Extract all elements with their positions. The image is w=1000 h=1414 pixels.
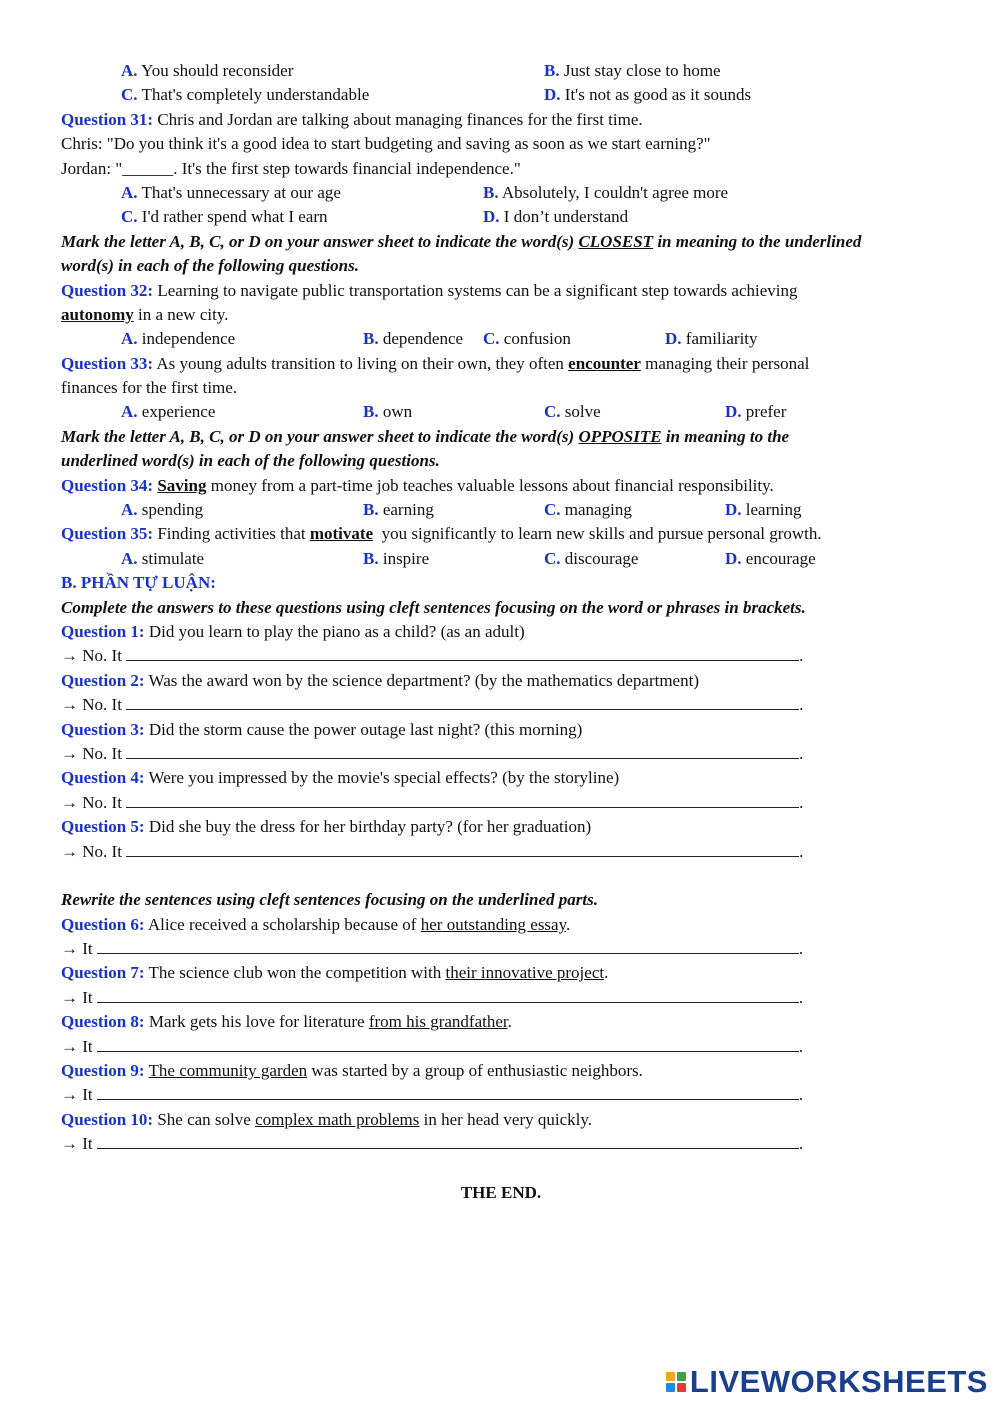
q31-options-row-2 <box>61 205 941 229</box>
q33-line-2: finances for the first time. <box>61 378 238 398</box>
logo-text: LIVEWORKSHEETS <box>689 1364 988 1399</box>
liveworksheets-logo-icon <box>666 1372 686 1392</box>
question-9-stem <box>61 1059 941 1083</box>
q35-option-c[interactable]: C. discourage <box>544 548 639 568</box>
q35-option-d[interactable]: D. encourage <box>725 548 816 568</box>
liveworksheets-logo[interactable] <box>666 1364 988 1400</box>
question-7-stem <box>61 961 941 985</box>
q32-option-b[interactable]: B. dependence <box>363 329 464 349</box>
question-text: Was the award won by the science department? (by the mathematics department) <box>144 670 699 690</box>
q35-stem: Question 35: Finding activities that motivate you significantly to learn new skills and pursue personal growth. <box>61 524 822 544</box>
q31-option-a[interactable]: A. That's unnecessary at our age <box>121 182 341 202</box>
answer-end: . <box>799 841 804 861</box>
q32-option-d[interactable]: D. familiarity <box>665 329 758 349</box>
underlined-word: encounter <box>568 353 641 373</box>
q31-line-3: Jordan: "______. It's the first step towards financial independence." <box>61 158 521 178</box>
q34-option-d[interactable]: D. learning <box>725 500 802 520</box>
answer-end: . <box>798 1134 804 1154</box>
q32-option-a[interactable]: A. independence <box>121 329 236 349</box>
answer-line <box>61 644 941 668</box>
answer-line <box>61 937 941 961</box>
answer-end: . <box>799 695 804 715</box>
q35-option-a[interactable]: A. stimulate <box>121 548 205 568</box>
question-label: Question 7: <box>61 963 145 983</box>
answer-blank-input[interactable] <box>97 1132 799 1149</box>
question-text: . <box>566 914 571 934</box>
instruction-closest-line-2: word(s) in each of the following questions. <box>61 256 360 276</box>
answer-end: . <box>798 1085 804 1105</box>
q34-option-c[interactable]: C. managing <box>544 500 632 520</box>
answer-prompt: → It <box>61 1036 97 1056</box>
q33-option-c[interactable]: C. solve <box>544 402 601 422</box>
q31-stem: Question 31: Chris and Jordan are talking about managing finances for the first time. <box>61 109 643 129</box>
answer-prompt: → It <box>61 987 97 1007</box>
underlined-phrase: their innovative project <box>445 963 605 983</box>
q30-options-row-1 <box>61 59 941 83</box>
q31-option-d[interactable]: D. I don’t understand <box>483 207 629 227</box>
underlined-phrase: complex math problems <box>255 1109 420 1129</box>
q32-options <box>61 327 941 351</box>
q33-option-b[interactable]: B. own <box>363 402 413 422</box>
q33-option-d[interactable]: D. prefer <box>725 402 787 422</box>
q34-options <box>61 498 941 522</box>
spacer <box>61 864 941 888</box>
answer-line <box>61 1035 941 1059</box>
question-label: Question 10: <box>61 1109 154 1129</box>
question-text: Mark gets his love for literature <box>144 1012 369 1032</box>
q34-option-a[interactable]: A. spending <box>121 500 204 520</box>
underlined-word: Saving <box>157 475 207 495</box>
question-3-stem <box>61 718 941 742</box>
answer-prompt: → It <box>61 1134 97 1154</box>
question-label: Question 1: <box>61 621 145 641</box>
answer-end: . <box>799 646 804 666</box>
q34-option-b[interactable]: B. earning <box>363 500 434 520</box>
answer-line <box>61 693 941 717</box>
q32-stem: Question 32: Learning to navigate public transportation systems can be a significant step towards achieving <box>61 280 798 300</box>
question-10-stem <box>61 1108 941 1132</box>
question-label: Question 31: <box>61 109 154 129</box>
answer-blank-input[interactable] <box>126 840 799 857</box>
answer-blank-input[interactable] <box>126 693 799 710</box>
answer-blank-input[interactable] <box>126 644 799 661</box>
worksheet-page <box>61 59 941 1205</box>
question-text: She can solve <box>153 1109 256 1129</box>
question-1-stem <box>61 620 941 644</box>
question-8-stem <box>61 1010 941 1034</box>
question-text: Did she buy the dress for her birthday party? (for her graduation) <box>144 817 592 837</box>
question-text: . <box>507 1012 512 1032</box>
question-text: was started by a group of enthusiastic neighbors. <box>307 1061 643 1081</box>
question-text: Were you impressed by the movie's special effects? (by the storyline) <box>144 768 620 788</box>
q30-option-b[interactable]: B. Just stay close to home <box>544 61 721 80</box>
section-b-title: B. PHẦN TỰ LUẬN: <box>61 573 216 593</box>
answer-end: . <box>798 939 804 959</box>
question-text: Alice received a scholarship because of <box>144 914 421 934</box>
q34-stem: Question 34: Saving money from a part-time job teaches valuable lessons about financial responsibility. <box>61 475 774 495</box>
answer-prompt: → No. It <box>61 695 127 715</box>
answer-prompt: → It <box>61 939 97 959</box>
question-text: The science club won the competition with <box>144 963 446 983</box>
instruction-closest: Mark the letter A, B, C, or D on your answer sheet to indicate the word(s) CLOSEST in meaning to the underlined <box>61 231 862 251</box>
question-label: Question 2: <box>61 670 145 690</box>
answer-end: . <box>799 743 804 763</box>
answer-prompt: → No. It <box>61 841 127 861</box>
underlined-phrase: from his grandfather <box>368 1012 508 1032</box>
question-text: Did you learn to play the piano as a child? (as an adult) <box>144 621 525 641</box>
q31-line-2: Chris: "Do you think it's a good idea to start budgeting and saving as soon as we start earning?" <box>61 134 711 154</box>
answer-line <box>61 1132 941 1156</box>
answer-blank-input[interactable] <box>126 791 799 808</box>
q35-options <box>61 547 941 571</box>
question-text: . <box>604 963 609 983</box>
answer-prompt: → No. It <box>61 792 127 812</box>
q31-options-row-1 <box>61 181 941 205</box>
underlined-word: autonomy <box>61 304 134 324</box>
question-6-stem <box>61 913 941 937</box>
answer-prompt: → No. It <box>61 743 127 763</box>
answer-blank-input[interactable] <box>97 986 799 1003</box>
underlined-phrase: The community garden <box>148 1061 308 1081</box>
underlined-phrase: her outstanding essay <box>420 914 566 934</box>
answer-end: . <box>799 792 804 812</box>
q32-option-c[interactable]: C. confusion <box>483 329 571 349</box>
q33-option-a[interactable]: A. experience <box>121 402 216 422</box>
question-text: Did the storm cause the power outage last night? (this morning) <box>144 719 583 739</box>
question-label: Question 3: <box>61 719 145 739</box>
answer-line <box>61 742 941 766</box>
answer-line <box>61 986 941 1010</box>
instruction-cleft-1: Complete the answers to these questions using cleft sentences focusing on the word or phrases in brackets. <box>61 597 806 617</box>
answer-line <box>61 791 941 815</box>
answer-prompt: → No. It <box>61 646 127 666</box>
answer-blank-input[interactable] <box>97 1083 799 1100</box>
question-label: Question 8: <box>61 1012 145 1032</box>
q32-line-2: autonomy in a new city. <box>61 304 229 324</box>
cleft-questions-part-2 <box>61 913 941 1157</box>
cleft-questions-part-1 <box>61 620 941 864</box>
answer-blank-input[interactable] <box>97 937 799 954</box>
q31-option-b[interactable]: B. Absolutely, I couldn't agree more <box>483 182 729 202</box>
q31-option-c[interactable]: C. I'd rather spend what I earn <box>121 207 328 227</box>
q30-option-a[interactable]: A. You should reconsider <box>121 61 294 80</box>
q30-option-c[interactable]: C. That's completely understandable <box>121 85 370 105</box>
instruction-opposite-line-2: underlined word(s) in each of the following questions. <box>61 451 440 471</box>
underlined-word: motivate <box>309 524 374 544</box>
answer-blank-input[interactable] <box>126 742 799 759</box>
instruction-opposite: Mark the letter A, B, C, or D on your answer sheet to indicate the word(s) OPPOSITE in meaning to the <box>61 426 790 446</box>
q33-options <box>61 400 941 424</box>
question-label: Question 5: <box>61 817 145 837</box>
answer-line <box>61 1083 941 1107</box>
instruction-cleft-2: Rewrite the sentences using cleft sentences focusing on the underlined parts. <box>61 890 598 910</box>
question-label: Question 4: <box>61 768 145 788</box>
question-5-stem <box>61 815 941 839</box>
answer-end: . <box>798 987 804 1007</box>
q30-option-d[interactable]: D. It's not as good as it sounds <box>544 85 752 105</box>
question-text: in her head very quickly. <box>419 1109 593 1129</box>
the-end: THE END. <box>460 1182 542 1202</box>
question-2-stem <box>61 669 941 693</box>
answer-blank-input[interactable] <box>97 1035 799 1052</box>
answer-prompt: → It <box>61 1085 97 1105</box>
question-label: Question 9: <box>61 1061 145 1081</box>
spacer <box>61 1157 941 1181</box>
q30-options-row-2 <box>61 83 941 107</box>
answer-end: . <box>798 1036 804 1056</box>
question-label: Question 6: <box>61 914 145 934</box>
q33-stem: Question 33: As young adults transition to living on their own, they often encounter managing their personal <box>61 353 810 373</box>
answer-line <box>61 840 941 864</box>
question-4-stem <box>61 766 941 790</box>
q35-option-b[interactable]: B. inspire <box>363 548 430 568</box>
